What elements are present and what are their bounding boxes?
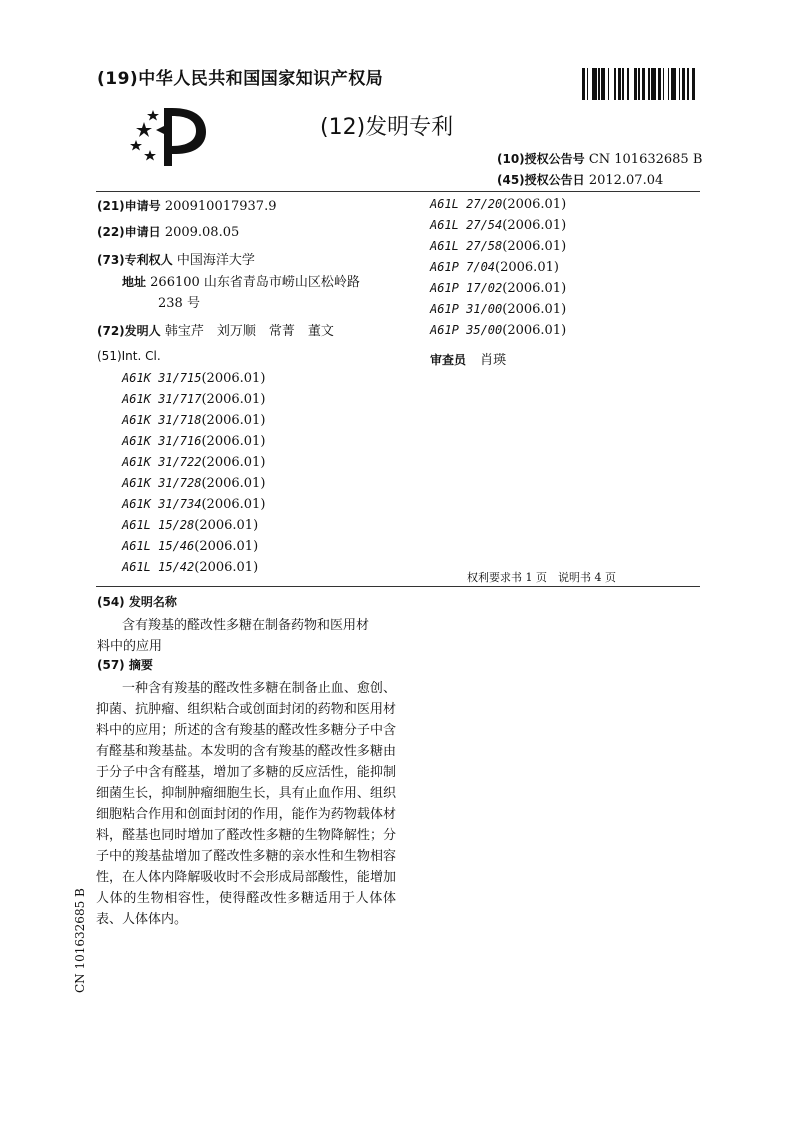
examiner-value: 肖瑛 xyxy=(480,353,507,368)
publication-number-value: CN 101632685 B xyxy=(588,152,703,167)
int-cl-code: A61L 27/58 xyxy=(430,239,503,253)
int-cl-version: (2006.01) xyxy=(201,434,266,449)
patentee-value: 中国海洋大学 xyxy=(176,253,255,268)
int-cl-version: (2006.01) xyxy=(194,518,259,533)
int-cl-code: A61K 31/715 xyxy=(122,371,202,385)
int-cl-code: A61K 31/716 xyxy=(122,434,202,448)
int-cl-code: A61K 31/734 xyxy=(122,497,202,511)
header-divider xyxy=(96,191,700,192)
title-line1: 含有羧基的醛改性多糖在制备药物和医用材 xyxy=(122,618,370,633)
int-cl-entry xyxy=(122,518,265,539)
int-cl-entry xyxy=(122,497,265,518)
int-cl-entry xyxy=(122,392,265,413)
int-cl-code: A61P 35/00 xyxy=(430,323,503,337)
publication-date-label: (45)授权公告日 xyxy=(497,173,585,187)
int-cl-version: (2006.01) xyxy=(502,281,567,296)
biblio-divider xyxy=(96,586,700,587)
int-cl-label: (51)Int. Cl. xyxy=(97,349,161,363)
int-cl-version: (2006.01) xyxy=(502,197,567,212)
title-label: (54) 发明名称 xyxy=(97,595,177,609)
application-number-value: 200910017937.9 xyxy=(164,199,277,214)
int-cl-version: (2006.01) xyxy=(201,455,266,470)
title-line2: 料中的应用 xyxy=(97,639,163,654)
int-cl-version: (2006.01) xyxy=(201,392,266,407)
int-cl-code: A61P 17/02 xyxy=(430,281,503,295)
inventors xyxy=(97,320,334,339)
document-type: (12)发明专利 xyxy=(320,115,454,140)
office-name: (19)中华人民共和国国家知识产权局 xyxy=(97,69,384,89)
int-cl-entry xyxy=(122,371,265,392)
filing-date-label: (22)申请日 xyxy=(97,225,161,239)
sipo-logo xyxy=(126,102,208,172)
int-cl-code: A61K 31/718 xyxy=(122,413,202,427)
filing-date-value: 2009.08.05 xyxy=(164,225,240,240)
patentee-label: (73)专利权人 xyxy=(97,253,173,267)
int-cl-version: (2006.01) xyxy=(201,413,266,428)
int-cl-entry xyxy=(430,197,566,218)
int-cl-version: (2006.01) xyxy=(502,218,567,233)
publication-date xyxy=(497,171,663,188)
abstract-label: (57) 摘要 xyxy=(97,658,153,672)
address xyxy=(122,271,360,290)
int-cl-code: A61P 31/00 xyxy=(430,302,503,316)
int-cl-entry xyxy=(430,281,566,302)
int-cl-version: (2006.01) xyxy=(502,323,567,338)
int-cl-version: (2006.01) xyxy=(502,302,567,317)
side-document-number: CN 101632685 B xyxy=(73,888,87,993)
int-cl-version: (2006.01) xyxy=(201,476,266,491)
address-line1: 266100 山东省青岛市崂山区松岭路 xyxy=(150,275,360,290)
int-cl-code: A61K 31/728 xyxy=(122,476,202,490)
int-cl-entry xyxy=(430,218,566,239)
filing-date xyxy=(97,223,239,240)
int-cl-entry xyxy=(430,302,566,323)
int-cl-entry xyxy=(122,539,265,560)
examiner xyxy=(430,349,506,368)
int-cl-entry xyxy=(430,260,566,281)
application-number xyxy=(97,197,276,214)
int-cl-code: A61L 15/42 xyxy=(122,560,195,574)
patentee xyxy=(97,249,255,268)
publication-number xyxy=(497,150,702,167)
application-number-label: (21)申请号 xyxy=(97,199,161,213)
int-cl-entry xyxy=(122,560,265,581)
publication-number-label: (10)授权公告号 xyxy=(497,152,585,166)
int-cl-code: A61L 27/20 xyxy=(430,197,503,211)
int-cl-entry xyxy=(430,239,566,260)
int-cl-entry xyxy=(122,476,265,497)
examiner-label: 审查员 xyxy=(430,353,467,367)
int-cl-list-right xyxy=(430,197,566,344)
int-cl-entry xyxy=(122,434,265,455)
int-cl-code: A61L 27/54 xyxy=(430,218,503,232)
inventors-value: 韩宝芹 刘万顺 常菁 董文 xyxy=(164,324,334,339)
int-cl-list-left xyxy=(122,371,265,581)
int-cl-version: (2006.01) xyxy=(502,239,567,254)
publication-date-value: 2012.07.04 xyxy=(588,173,664,188)
abstract-text: 一种含有羧基的醛改性多糖在制备止血、愈创、抑菌、抗肿瘤、组织粘合或创面封闭的药物和医用材料中的应用；所述的含有羧基的醛改性多糖分子中含有醛基和羧基盐。本发明的含有羧基的醛改性多糖由于分子中含有醛基，增加了多糖的反应活性，能抑制细菌生长，抑制肿瘤细胞生长，具有止血作用、组织细胞粘合作用和创面封闭的作用，能作为药物载体材料，醛基也同时增加了醛改性多糖的生物降解性；分子中的羧基盐增加了醛改性多糖的亲水性和生物相容性，在人体内降解吸收时不会形成局部酸性，能增加人体的生物相容性，使得醛改性多糖适用于人体体表、人体体内。 xyxy=(96,681,396,927)
int-cl-code: A61K 31/722 xyxy=(122,455,202,469)
int-cl-version: (2006.01) xyxy=(201,497,266,512)
int-cl-version: (2006.01) xyxy=(194,539,259,554)
int-cl-code: A61L 15/28 xyxy=(122,518,195,532)
int-cl-version: (2006.01) xyxy=(194,560,259,575)
int-cl-version: (2006.01) xyxy=(495,260,559,275)
address-label: 地址 xyxy=(122,275,147,289)
int-cl-code: A61L 15/46 xyxy=(122,539,195,553)
inventors-label: (72)发明人 xyxy=(97,324,161,338)
barcode xyxy=(582,68,697,100)
page-count: 权利要求书 1 页 说明书 4 页 xyxy=(467,571,616,584)
int-cl-code: A61K 31/717 xyxy=(122,392,202,406)
int-cl-entry xyxy=(122,413,265,434)
int-cl-code: A61P 7/04 xyxy=(430,260,496,274)
address-line2: 238 号 xyxy=(158,296,200,311)
int-cl-version: (2006.01) xyxy=(201,371,266,386)
int-cl-entry xyxy=(122,455,265,476)
int-cl-entry xyxy=(430,323,566,344)
